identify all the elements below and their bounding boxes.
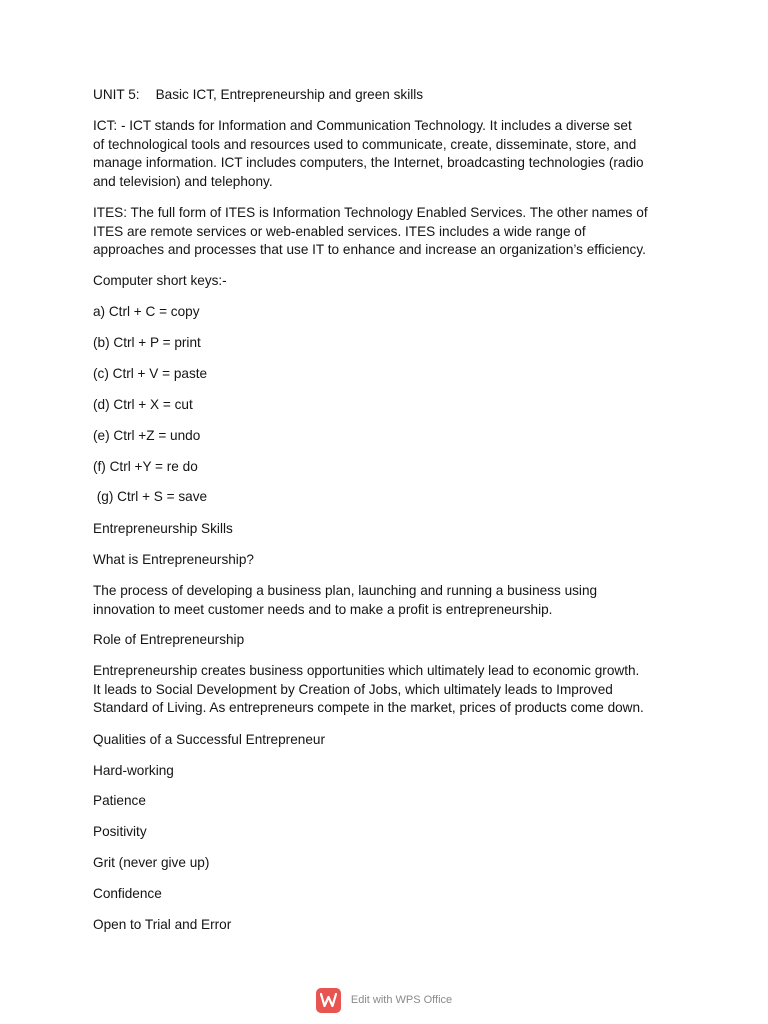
unit-title-text: Basic ICT, Entrepreneurship and green skills xyxy=(155,87,424,102)
wps-edit-link[interactable]: Edit with WPS Office xyxy=(350,994,453,1006)
wps-logo-icon[interactable] xyxy=(316,988,341,1013)
ict-paragraph xyxy=(93,117,693,191)
ict-line-4: and television) and telephony. xyxy=(93,173,273,189)
ict-line-1: ICT: - ICT stands for Information and Communication Technology. It includes a diverse set xyxy=(93,118,632,133)
wps-footer[interactable] xyxy=(0,987,768,1013)
shortkey-item: (g) Ctrl + S = save xyxy=(93,489,208,504)
what-paragraph xyxy=(93,582,693,619)
shortkey-item: (d) Ctrl + X = cut xyxy=(93,397,193,412)
role-heading: Role of Entrepreneurship xyxy=(93,632,245,647)
unit-title xyxy=(93,86,693,105)
role-line-3: Standard of Living. As entrepreneurs compete in the market, prices of products come down. xyxy=(93,700,644,716)
quality-item: Grit (never give up) xyxy=(93,855,210,870)
entrepreneurship-heading: Entrepreneurship Skills xyxy=(93,521,233,536)
shortkey-item: (b) Ctrl + P = print xyxy=(93,335,201,350)
ites-line-2: ITES are remote services or web-enabled services. ITES includes a wide range of xyxy=(93,223,586,239)
ites-line-1: ITES: The full form of ITES is Information Technology Enabled Services. The other names of xyxy=(93,205,648,220)
quality-item: Positivity xyxy=(93,824,147,839)
ites-paragraph xyxy=(93,204,693,260)
quality-item: Patience xyxy=(93,793,146,808)
shortkey-item: (e) Ctrl +Z = undo xyxy=(93,428,201,443)
quality-item: Confidence xyxy=(93,886,162,901)
ict-line-2: of technological tools and resources used to communicate, create, disseminate, store, and xyxy=(93,136,637,152)
wps-w-glyph-icon xyxy=(320,993,337,1007)
role-line-2: It leads to Social Development by Creation of Jobs, which ultimately leads to Improved xyxy=(93,681,613,697)
qualities-heading: Qualities of a Successful Entrepreneur xyxy=(93,732,325,747)
quality-item: Open to Trial and Error xyxy=(93,917,232,932)
role-line-1: Entrepreneurship creates business opportunities which ultimately lead to economic growth. xyxy=(93,663,640,678)
what-line-1: The process of developing a business plan, launching and running a business using xyxy=(93,583,598,598)
what-line-2: innovation to meet customer needs and to make a profit is entrepreneurship. xyxy=(93,601,553,617)
shortkeys-heading: Computer short keys:- xyxy=(93,273,227,288)
shortkey-item: (f) Ctrl +Y = re do xyxy=(93,459,198,474)
unit-number: UNIT 5: xyxy=(93,87,140,102)
role-paragraph xyxy=(93,662,693,718)
quality-item: Hard-working xyxy=(93,763,174,778)
ites-line-3: approaches and processes that use IT to enhance and increase an organization’s efficiency. xyxy=(93,242,646,258)
what-heading: What is Entrepreneurship? xyxy=(93,552,254,567)
shortkey-item: a) Ctrl + C = copy xyxy=(93,304,200,319)
ict-line-3: manage information. ICT includes computers, the Internet, broadcasting technologies (radio xyxy=(93,155,644,171)
shortkey-item: (c) Ctrl + V = paste xyxy=(93,366,208,381)
